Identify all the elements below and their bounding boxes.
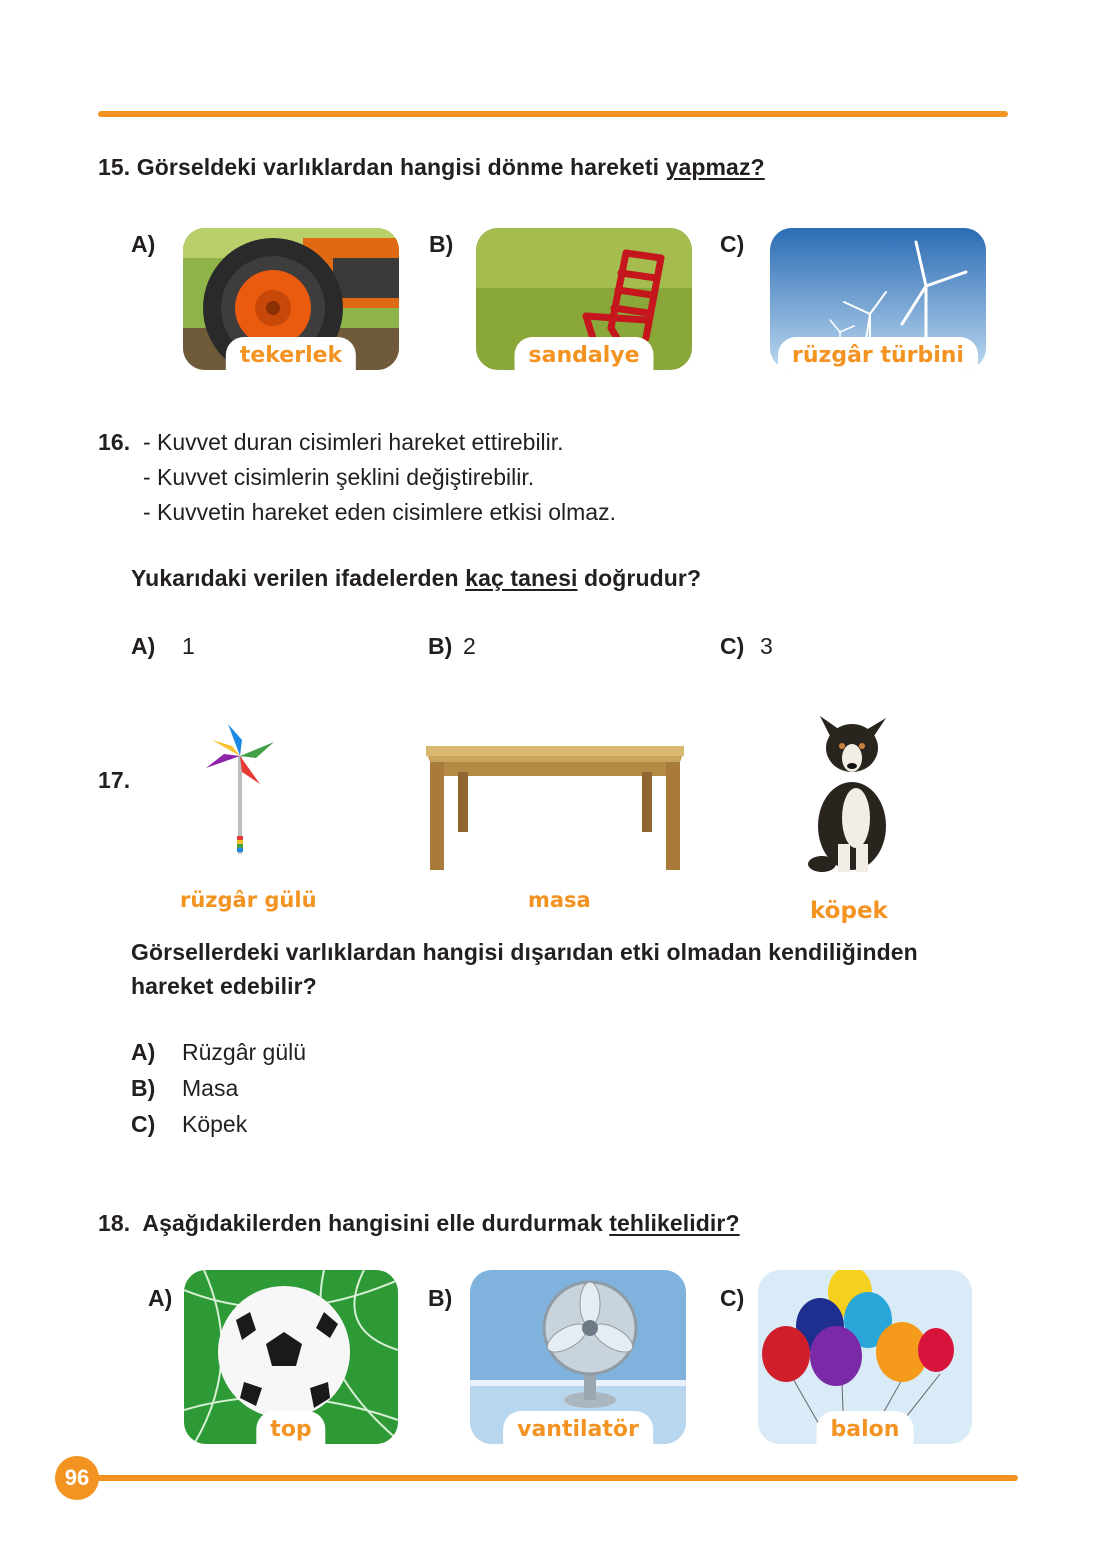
option-value[interactable]: 3 — [760, 633, 773, 659]
question-17 — [131, 935, 918, 1003]
question-emphasis: kaç tanesi — [465, 565, 578, 591]
image-caption: masa — [528, 888, 591, 912]
question-text: Aşağıdakilerden hangisini elle durdurmak — [142, 1210, 603, 1236]
question-text-line: Görsellerdeki varlıklardan hangisi dışarıdan etki olmadan kendiliğinden — [131, 939, 918, 965]
option-image-a[interactable] — [183, 228, 399, 370]
question-number: 15. — [98, 154, 131, 180]
statement: - Kuvvet duran cisimleri hareket ettirebilir. — [143, 429, 564, 455]
option-image-c[interactable] — [758, 1270, 972, 1444]
option-caption: top — [270, 1417, 312, 1442]
option-label: A) — [131, 231, 156, 257]
statement: - Kuvvet cisimlerin şeklini değiştirebilir. — [143, 464, 535, 490]
option-image-a[interactable] — [184, 1270, 398, 1444]
option-label: A) — [148, 1285, 173, 1311]
option-value[interactable]: Rüzgâr gülü — [182, 1039, 307, 1065]
option-label: C) — [720, 1285, 745, 1311]
dog-icon — [800, 714, 900, 876]
question-17-number: 17. — [98, 767, 131, 793]
image-caption: rüzgâr gülü — [180, 888, 317, 912]
option-caption: sandalye — [528, 343, 640, 368]
question-text: doğrudur? — [583, 565, 702, 591]
page-number: 96 — [55, 1456, 99, 1500]
option-caption: tekerlek — [239, 343, 343, 368]
image-caption: köpek — [810, 898, 888, 924]
option-label: B) — [428, 1285, 453, 1311]
option-caption: rüzgâr türbini — [792, 343, 964, 368]
question-text: Görseldeki varlıklardan hangisi dönme hareketi — [136, 154, 660, 180]
question-number: 18. — [98, 1210, 131, 1236]
question-emphasis: yapmaz? — [665, 154, 765, 180]
question-16 — [131, 565, 701, 592]
option-value[interactable]: Köpek — [182, 1111, 248, 1137]
question-emphasis: tehlikelidir? — [609, 1210, 740, 1236]
option-label: A) — [131, 1039, 156, 1065]
option-label: C) — [131, 1111, 156, 1137]
option-label: A) — [131, 633, 156, 659]
question-16-number: 16. — [98, 429, 131, 455]
question-15 — [98, 154, 765, 181]
option-image-b[interactable] — [470, 1270, 686, 1444]
option-caption: balon — [830, 1417, 900, 1442]
option-label: C) — [720, 231, 745, 257]
option-label: C) — [720, 633, 745, 659]
table-icon — [422, 742, 688, 872]
option-label: B) — [429, 231, 454, 257]
option-value[interactable]: 1 — [182, 633, 195, 659]
option-label: B) — [131, 1075, 156, 1101]
footer-rule — [92, 1475, 1018, 1481]
statement: - Kuvvetin hareket eden cisimlere etkisi olmaz. — [143, 499, 616, 525]
question-18 — [98, 1210, 740, 1237]
option-image-c[interactable] — [770, 228, 986, 370]
option-label: B) — [428, 633, 453, 659]
question-text: Yukarıdaki verilen ifadelerden — [131, 565, 459, 591]
option-value[interactable]: Masa — [182, 1075, 239, 1101]
option-caption: vantilatör — [517, 1417, 639, 1442]
option-value[interactable]: 2 — [463, 633, 476, 659]
header-rule — [98, 111, 1008, 117]
pinwheel-icon — [198, 718, 282, 860]
option-image-b[interactable] — [476, 228, 692, 370]
question-text-line: hareket edebilir? — [131, 973, 317, 999]
